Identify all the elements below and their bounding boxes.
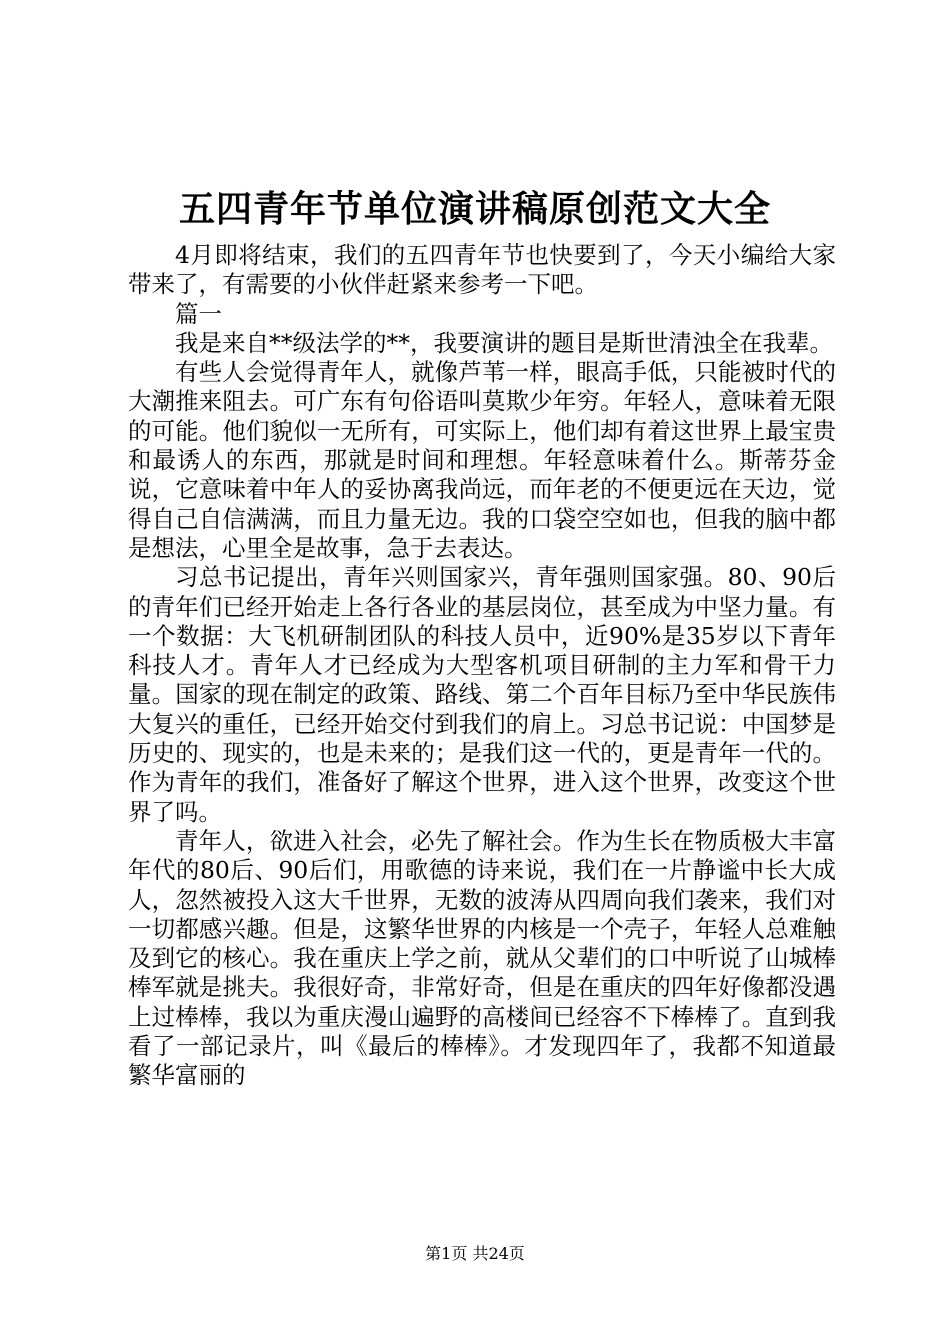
paragraph-youth-potential: 有些人会觉得青年人，就像芦苇一样，眼高手低，只能被时代的大潮推来阻去。可广东有句俗语叫莫欺少年穷。年轻人，意味着无限的可能。他们貌似一无所有，可实际上，他们却有着这世界上最宝贵和最诱人的东西，那就是时间和理想。年轻意味着什么。斯蒂芬金说，它意味着中年人的妥协离我尚远，而年老的不便更远在天边，觉得自己自信满满，而且力量无边。我的口袋空空如也，但我的脑中都是想法，心里全是故事，急于去表达。 bbox=[128, 358, 836, 562]
document-body bbox=[128, 241, 836, 1091]
paragraph-youth-strength: 习总书记提出，青年兴则国家兴，青年强则国家强。80、90后的青年们已经开始走上各行各业的基层岗位，甚至成为中坚力量。有一个数据：大飞机研制团队的科技人员中，近90%是35岁以下青年科技人才。青年人才已经成为大型客机项目研制的主力军和骨干力量。国家的现在制定的政策、路线、第二个百年目标乃至中华民族伟大复兴的重任，已经开始交付到我们的肩上。习总书记说：中国梦是历史的、现实的，也是未来的；是我们这一代的，更是青年一代的。作为青年的我们，准备好了解这个世界，进入这个世界，改变这个世界了吗。 bbox=[128, 563, 836, 826]
document-title: 五四青年节单位演讲稿原创范文大全 bbox=[178, 188, 771, 230]
paragraph-understand-society: 青年人，欲进入社会，必先了解社会。作为生长在物质极大丰富年代的80后、90后们，用歌德的诗来说，我们在一片静谧中长大成人，忽然被投入这大千世界，无数的波涛从四周向我们袭来，我们对一切都感兴趣。但是，这繁华世界的内核是一个壳子，年轻人总难触及到它的核心。我在重庆上学之前，就从父辈们的口中听说了山城棒棒军就是挑夫。我很好奇，非常好奇，但是在重庆的四年好像都没遇上过棒棒，我以为重庆漫山遍野的高楼间已经容不下棒棒了。直到我看了一部记录片，叫《最后的棒棒》。才发现四年了，我都不知道最繁华富丽的 bbox=[128, 826, 836, 1090]
paragraph-section-heading: 篇一 bbox=[175, 299, 222, 328]
paragraph-intro: 4月即将结束，我们的五四青年节也快要到了，今天小编给大家带来了，有需要的小伙伴赶紧来参考一下吧。 bbox=[128, 241, 836, 299]
page-footer: 第1页 共24页 bbox=[425, 1244, 525, 1263]
paragraph-speaker-intro: 我是来自**级法学的**，我要演讲的题目是斯世清浊全在我辈。 bbox=[175, 328, 833, 357]
